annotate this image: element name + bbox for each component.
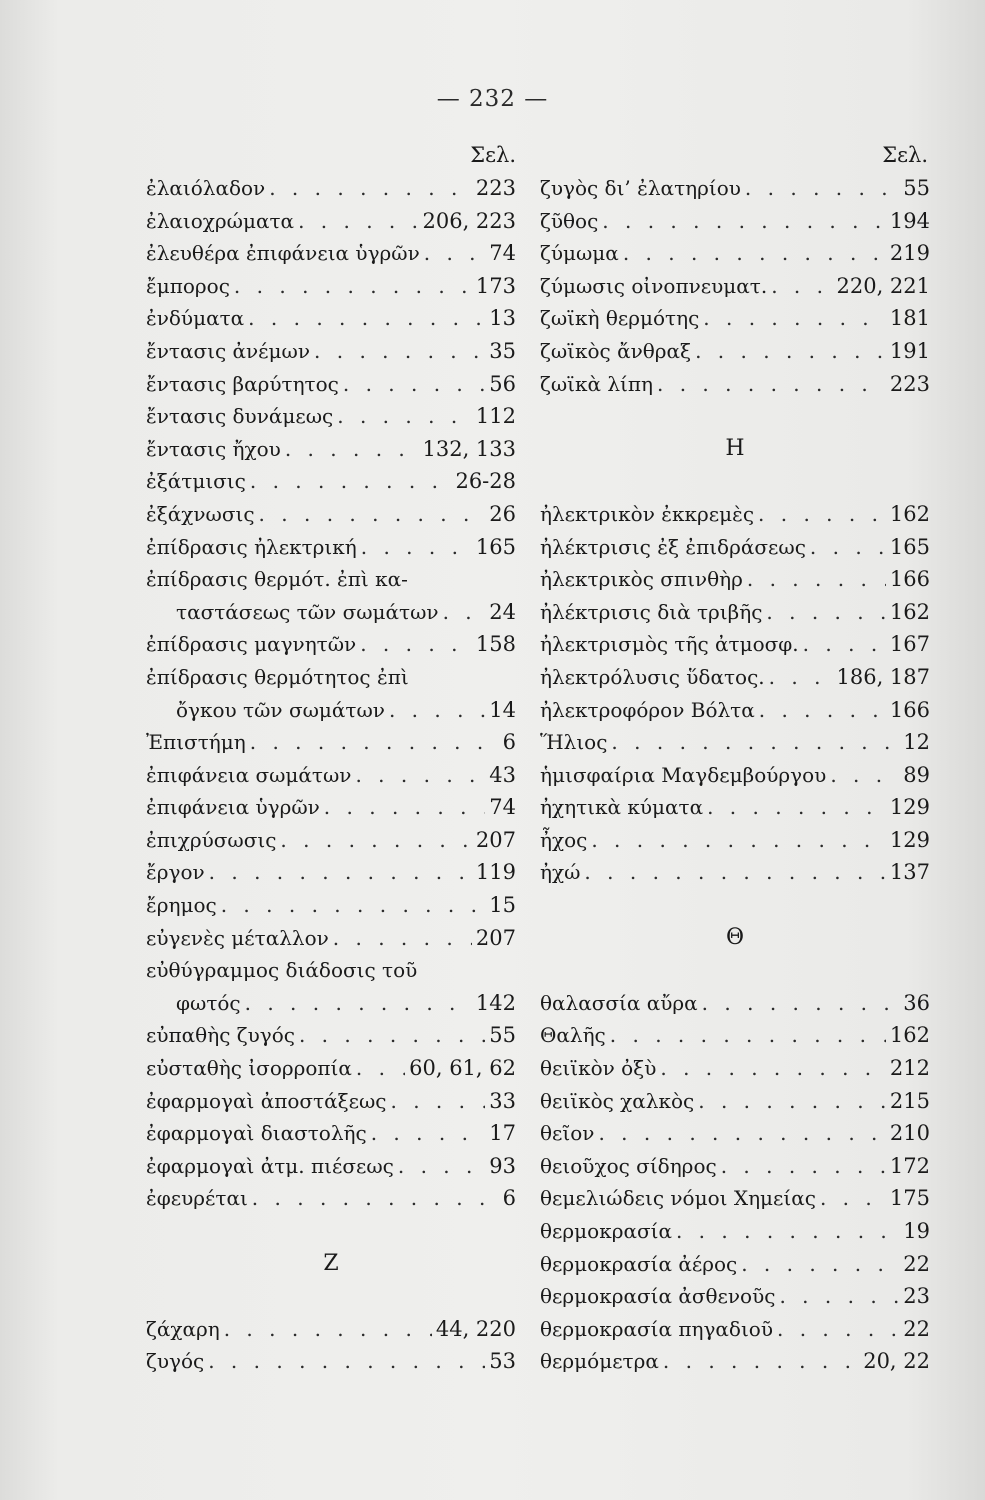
index-entry [540, 726, 930, 759]
index-term: ἔρημος [146, 893, 217, 918]
page-column-header: Σελ. [470, 143, 516, 167]
page-reference: 132, 133 [422, 436, 516, 461]
index-term: θεῖον [540, 1121, 595, 1146]
page-reference: 207 [475, 925, 516, 950]
index-entry [540, 987, 930, 1020]
page-reference: 223 [889, 371, 930, 396]
page-reference: 89 [903, 762, 930, 787]
index-entry [146, 596, 516, 629]
page-reference: 23 [903, 1284, 930, 1309]
index-entry [146, 335, 516, 368]
page-reference: 26 [489, 501, 516, 526]
index-term: εὐθύγραμμος διάδοσις τοῦ [146, 958, 418, 983]
index-entry [540, 1085, 930, 1118]
page-reference: 22 [903, 1316, 930, 1341]
index-entry [540, 237, 930, 270]
page-reference: 166 [889, 567, 930, 592]
dot-leader [269, 172, 472, 205]
page-reference: 173 [475, 273, 516, 298]
index-term: ἐπίδρασις θερμότητος ἐπὶ [146, 664, 409, 689]
page-reference: 137 [889, 860, 930, 885]
page-reference: 55 [903, 176, 930, 200]
dot-leader [343, 368, 485, 401]
index-term: ἡμισφαίρια Μαγδεμβούργου [540, 762, 827, 787]
page-reference: 53 [489, 1349, 516, 1374]
index-term: ἐφαρμογαὶ διαστολῆς [146, 1121, 367, 1146]
index-entry [540, 759, 930, 792]
index-term: ἔμπορος [146, 273, 230, 298]
dot-leader [591, 824, 886, 857]
index-term: εὐγενὲς μέταλλον [146, 925, 329, 950]
page-reference: 186, 187 [836, 664, 930, 689]
dot-leader [443, 596, 486, 629]
dot-leader [676, 1215, 899, 1248]
index-entry [146, 922, 516, 955]
page-reference: 15 [489, 893, 516, 918]
index-entry [540, 661, 930, 694]
page-reference: 56 [489, 371, 516, 396]
index-entry [146, 661, 516, 694]
index-term: ἐξάχνωσις [146, 501, 255, 526]
index-term: ἠχώ [540, 860, 581, 885]
dot-leader [250, 465, 452, 498]
index-term: ζύμωμα [540, 241, 619, 266]
page-reference: 112 [475, 404, 516, 429]
index-entry [540, 856, 930, 889]
dot-leader [208, 1345, 485, 1378]
index-entry [540, 1052, 930, 1085]
page-reference: 6 [502, 1186, 516, 1211]
page-reference: 210 [889, 1121, 930, 1146]
page-reference: 22 [903, 1251, 930, 1276]
index-term: Ἐπιστήμη [146, 730, 246, 755]
page-reference: 129 [889, 827, 930, 852]
index-term: ζάχαρη [146, 1316, 220, 1341]
blank-line [146, 1280, 516, 1313]
index-entry [146, 465, 516, 498]
dot-leader [398, 1150, 485, 1183]
index-entry [146, 270, 516, 303]
index-term: εὐσταθὴς ἰσορροπία [146, 1056, 352, 1081]
index-term: ἐλευθέρα ἐπιφάνεια ὑγρῶν [146, 241, 420, 266]
dot-leader [333, 922, 472, 955]
dot-leader [663, 1345, 859, 1378]
page-reference: 55 [489, 1023, 516, 1048]
dot-leader [779, 1280, 899, 1313]
index-term: ἠλέκτρισις διὰ τριβῆς [540, 599, 763, 624]
dot-leader [611, 726, 899, 759]
index-entry [540, 791, 930, 824]
index-entry [146, 856, 516, 889]
page-reference: 215 [889, 1088, 930, 1113]
index-entry [146, 1117, 516, 1150]
index-term: ἐλαιόλαδον [146, 176, 266, 200]
dot-leader [703, 302, 886, 335]
index-term: ζυγός [146, 1349, 205, 1374]
index-entry [146, 205, 516, 238]
index-term: ἐφευρέται [146, 1186, 248, 1211]
index-term: ἠχητικὰ κύματα [540, 795, 704, 820]
index-term: θειϊκὸν ὀξὺ [540, 1056, 657, 1081]
page-reference: 158 [475, 632, 516, 657]
index-term: θεμελιώδεις νόμοι Χημείας [540, 1186, 816, 1211]
index-entry [540, 1150, 930, 1183]
page-reference: 206, 223 [422, 208, 516, 233]
index-entry [146, 726, 516, 759]
index-entry [540, 1248, 930, 1281]
page-reference: 74 [489, 241, 516, 266]
index-term: θερμοκρασία [540, 1219, 672, 1243]
index-term: ἐνδύματα [146, 306, 245, 331]
index-entry [146, 1150, 516, 1183]
dot-leader [623, 237, 886, 270]
index-entry [540, 628, 930, 661]
index-entry [146, 1182, 516, 1215]
dot-leader [245, 987, 472, 1020]
index-entry [146, 1313, 516, 1346]
index-entry [146, 954, 516, 987]
index-term: ἔντασις δυνάμεως [146, 404, 334, 429]
index-column-left [146, 138, 516, 1378]
index-term: ζύμωσις οἰνοπνευματ. [540, 273, 768, 298]
page-reference: 172 [889, 1153, 930, 1178]
index-entry [146, 694, 516, 727]
index-term: ἦχος [540, 827, 588, 852]
dot-leader [356, 1052, 405, 1085]
index-entry [146, 237, 516, 270]
index-term: θερμοκρασία ἀσθενοῦς [540, 1284, 776, 1309]
page-reference: 181 [889, 306, 930, 331]
dot-leader [707, 791, 886, 824]
index-entry [540, 335, 930, 368]
dot-leader [803, 628, 886, 661]
dot-leader [234, 270, 472, 303]
index-term: ζῦθος [540, 208, 599, 233]
index-term: ζωϊκὴ θερμότης [540, 306, 700, 331]
page-reference: 24 [489, 599, 516, 624]
index-term: ἔργον [146, 860, 205, 885]
dot-leader [660, 1052, 886, 1085]
index-entry [146, 172, 516, 205]
index-entry [540, 270, 930, 303]
index-term: ἠλεκτρικὸν ἐκκρεμὲς [540, 501, 755, 526]
page-reference: 17 [489, 1121, 516, 1146]
index-term: ζωϊκὸς ἄνθραξ [540, 338, 692, 363]
index-term: Ἥλιος [540, 730, 608, 755]
dot-leader [741, 1248, 899, 1281]
blank-line [146, 1215, 516, 1248]
page-reference: 20, 22 [863, 1349, 930, 1374]
index-entry [540, 563, 930, 596]
index-term: ἐφαρμογαὶ ἀποστάξεως [146, 1088, 387, 1113]
dot-leader [695, 335, 886, 368]
index-entry [540, 368, 930, 401]
page-reference: 207 [475, 827, 516, 852]
index-entry [540, 1215, 930, 1248]
index-entry [146, 498, 516, 531]
index-entry [146, 987, 516, 1020]
index-term: ἠλεκτροφόρον Βόλτα [540, 697, 755, 722]
page-reference: 43 [489, 762, 516, 787]
index-entry [146, 400, 516, 433]
index-column-right [540, 138, 930, 1378]
index-entry [146, 889, 516, 922]
dot-leader [745, 172, 899, 205]
dot-leader [324, 791, 485, 824]
index-term: φωτός [176, 990, 241, 1015]
page-reference: 93 [489, 1153, 516, 1178]
index-entry [146, 1345, 516, 1378]
index-entry [540, 1313, 930, 1346]
dot-leader [777, 1313, 899, 1346]
index-entry [540, 205, 930, 238]
dot-leader [248, 302, 485, 335]
page-reference: 36 [903, 990, 930, 1015]
page-reference: 74 [489, 795, 516, 820]
page-reference: 220, 221 [836, 273, 930, 298]
page-reference: 12 [903, 730, 930, 755]
dot-leader [337, 400, 472, 433]
page-reference: 162 [889, 599, 930, 624]
dot-leader [224, 1313, 432, 1346]
dot-leader [702, 987, 900, 1020]
dot-leader [259, 498, 486, 531]
index-term: ἐλαιοχρώματα [146, 208, 295, 233]
dot-leader [221, 889, 486, 922]
dot-leader [298, 205, 418, 238]
dot-leader [766, 596, 886, 629]
dot-leader [610, 1019, 886, 1052]
section-letter: Ζ [323, 1250, 339, 1276]
index-term: θερμοκρασία ἀέρος [540, 1251, 738, 1276]
index-term: ἠλεκτρικὸς σπινθὴρ [540, 567, 743, 592]
index-entry [146, 1019, 516, 1052]
dot-leader [759, 694, 886, 727]
index-term: ἐπιφάνεια ὑγρῶν [146, 795, 320, 820]
dot-leader [299, 1019, 485, 1052]
dot-leader [758, 498, 886, 531]
page-reference: 119 [475, 860, 516, 885]
index-entry [540, 596, 930, 629]
index-entry [540, 1182, 930, 1215]
dot-leader [355, 759, 485, 792]
page-reference: 165 [889, 534, 930, 559]
index-term: ταστάσεως τῶν σωμάτων [176, 599, 439, 624]
page-reference: 33 [489, 1088, 516, 1113]
page-reference: 142 [475, 990, 516, 1015]
index-entry [540, 694, 930, 727]
page-reference: 162 [889, 1023, 930, 1048]
index-term: ἔντασις βαρύτητος [146, 371, 339, 396]
index-rows [540, 172, 930, 1378]
index-entry [146, 628, 516, 661]
index-term: ἔντασις ἤχου [146, 436, 281, 461]
dot-leader [830, 759, 899, 792]
index-term: ἔντασις ἀνέμων [146, 338, 311, 363]
page-reference: 19 [903, 1219, 930, 1243]
page-reference: 44, 220 [435, 1316, 516, 1341]
index-term: ἐφαρμογαὶ ἀτμ. πιέσεως [146, 1153, 394, 1178]
index-term: ἠλεκτρισμὸς τῆς ἀτμοσφ. [540, 632, 799, 657]
index-entry [146, 1085, 516, 1118]
dot-leader [360, 628, 472, 661]
index-term: ἐπιχρύσωσις [146, 827, 277, 852]
dot-leader [721, 1150, 886, 1183]
index-entry [540, 1345, 930, 1378]
dot-leader [602, 205, 886, 238]
index-term: ἠλέκτρισις ἐξ ἐπιδράσεως [540, 534, 806, 559]
page-reference: 60, 61, 62 [409, 1056, 516, 1081]
page-reference: 129 [889, 795, 930, 820]
index-entry [540, 531, 930, 564]
index-term: ἐπιφάνεια σωμάτων [146, 762, 352, 787]
index-entry [146, 791, 516, 824]
section-letter: Θ [725, 924, 745, 950]
index-entry [146, 302, 516, 335]
index-term: ἐπίδρασις ἠλεκτρική [146, 534, 357, 559]
index-entry [540, 302, 930, 335]
index-entry [146, 1052, 516, 1085]
dot-leader [280, 824, 471, 857]
dot-leader [698, 1085, 886, 1118]
page-reference: 212 [889, 1056, 930, 1081]
index-entry [146, 531, 516, 564]
index-term: ζυγὸς δι’ ἐλατηρίου [540, 176, 741, 200]
page-reference: 35 [489, 338, 516, 363]
page-column-header: Σελ. [882, 143, 928, 167]
dot-leader [424, 237, 486, 270]
index-entry [540, 1019, 930, 1052]
page-reference: 166 [889, 697, 930, 722]
index-term: θειϊκὸς χαλκὸς [540, 1088, 695, 1113]
index-entry [540, 498, 930, 531]
index-term: ἠλεκτρόλυσις ὕδατος. [540, 664, 765, 689]
index-term: ὄγκου τῶν σωμάτων [176, 697, 385, 722]
dot-leader [769, 661, 833, 694]
index-entry [146, 433, 516, 466]
page-reference: 14 [489, 697, 516, 722]
page-reference: 191 [889, 338, 930, 363]
dot-leader [252, 1182, 499, 1215]
page-reference: 26-28 [455, 469, 516, 494]
index-entry [540, 1280, 930, 1313]
page-reference: 165 [475, 534, 516, 559]
index-term: θαλασσία αὔρα [540, 990, 698, 1015]
dot-leader [810, 531, 886, 564]
dot-leader [209, 856, 472, 889]
index-entry [146, 563, 516, 596]
index-entry [540, 824, 930, 857]
index-term: ζωϊκὰ λίπη [540, 371, 653, 396]
index-term: θειοῦχος σίδηρος [540, 1153, 717, 1178]
page-reference: 219 [889, 241, 930, 266]
dot-leader [314, 335, 485, 368]
blank-line [540, 889, 930, 922]
dot-leader [250, 726, 499, 759]
index-term: ἐπίδρασις θερμότ. ἐπὶ κα- [146, 567, 408, 592]
index-entry [146, 368, 516, 401]
blank-line [540, 400, 930, 433]
page-reference: 194 [889, 208, 930, 233]
index-entry [540, 1117, 930, 1150]
section-letter: Η [725, 435, 745, 461]
dot-leader [584, 856, 885, 889]
dot-leader [389, 694, 485, 727]
index-term: ἐπίδρασις μαγνητῶν [146, 632, 357, 657]
index-term: εὐπαθὴς ζυγός [146, 1023, 295, 1048]
index-term: ἐξάτμισις [146, 469, 246, 494]
index-term: θερμόμετρα [540, 1349, 659, 1374]
page-number: — 232 — [436, 86, 549, 112]
dot-leader [285, 433, 419, 466]
index-entry [146, 759, 516, 792]
page-reference: 13 [489, 306, 516, 331]
dot-leader [598, 1117, 885, 1150]
dot-leader [371, 1117, 486, 1150]
blank-line [540, 465, 930, 498]
dot-leader [657, 368, 886, 401]
page-reference: 6 [502, 730, 516, 755]
blank-line [540, 954, 930, 987]
index-entry [540, 172, 930, 205]
dot-leader [820, 1182, 886, 1215]
dot-leader [361, 531, 472, 564]
index-entry [146, 824, 516, 857]
page-reference: 162 [889, 501, 930, 526]
dot-leader [391, 1085, 486, 1118]
index-term: θερμοκρασία πηγαδιοῦ [540, 1316, 773, 1341]
dot-leader [747, 563, 886, 596]
page-reference: 175 [889, 1186, 930, 1211]
index-term: Θαλῆς [540, 1023, 606, 1048]
page-reference: 167 [889, 632, 930, 657]
index-rows [146, 172, 516, 1378]
dot-leader [771, 270, 832, 303]
page-reference: 223 [475, 176, 516, 200]
